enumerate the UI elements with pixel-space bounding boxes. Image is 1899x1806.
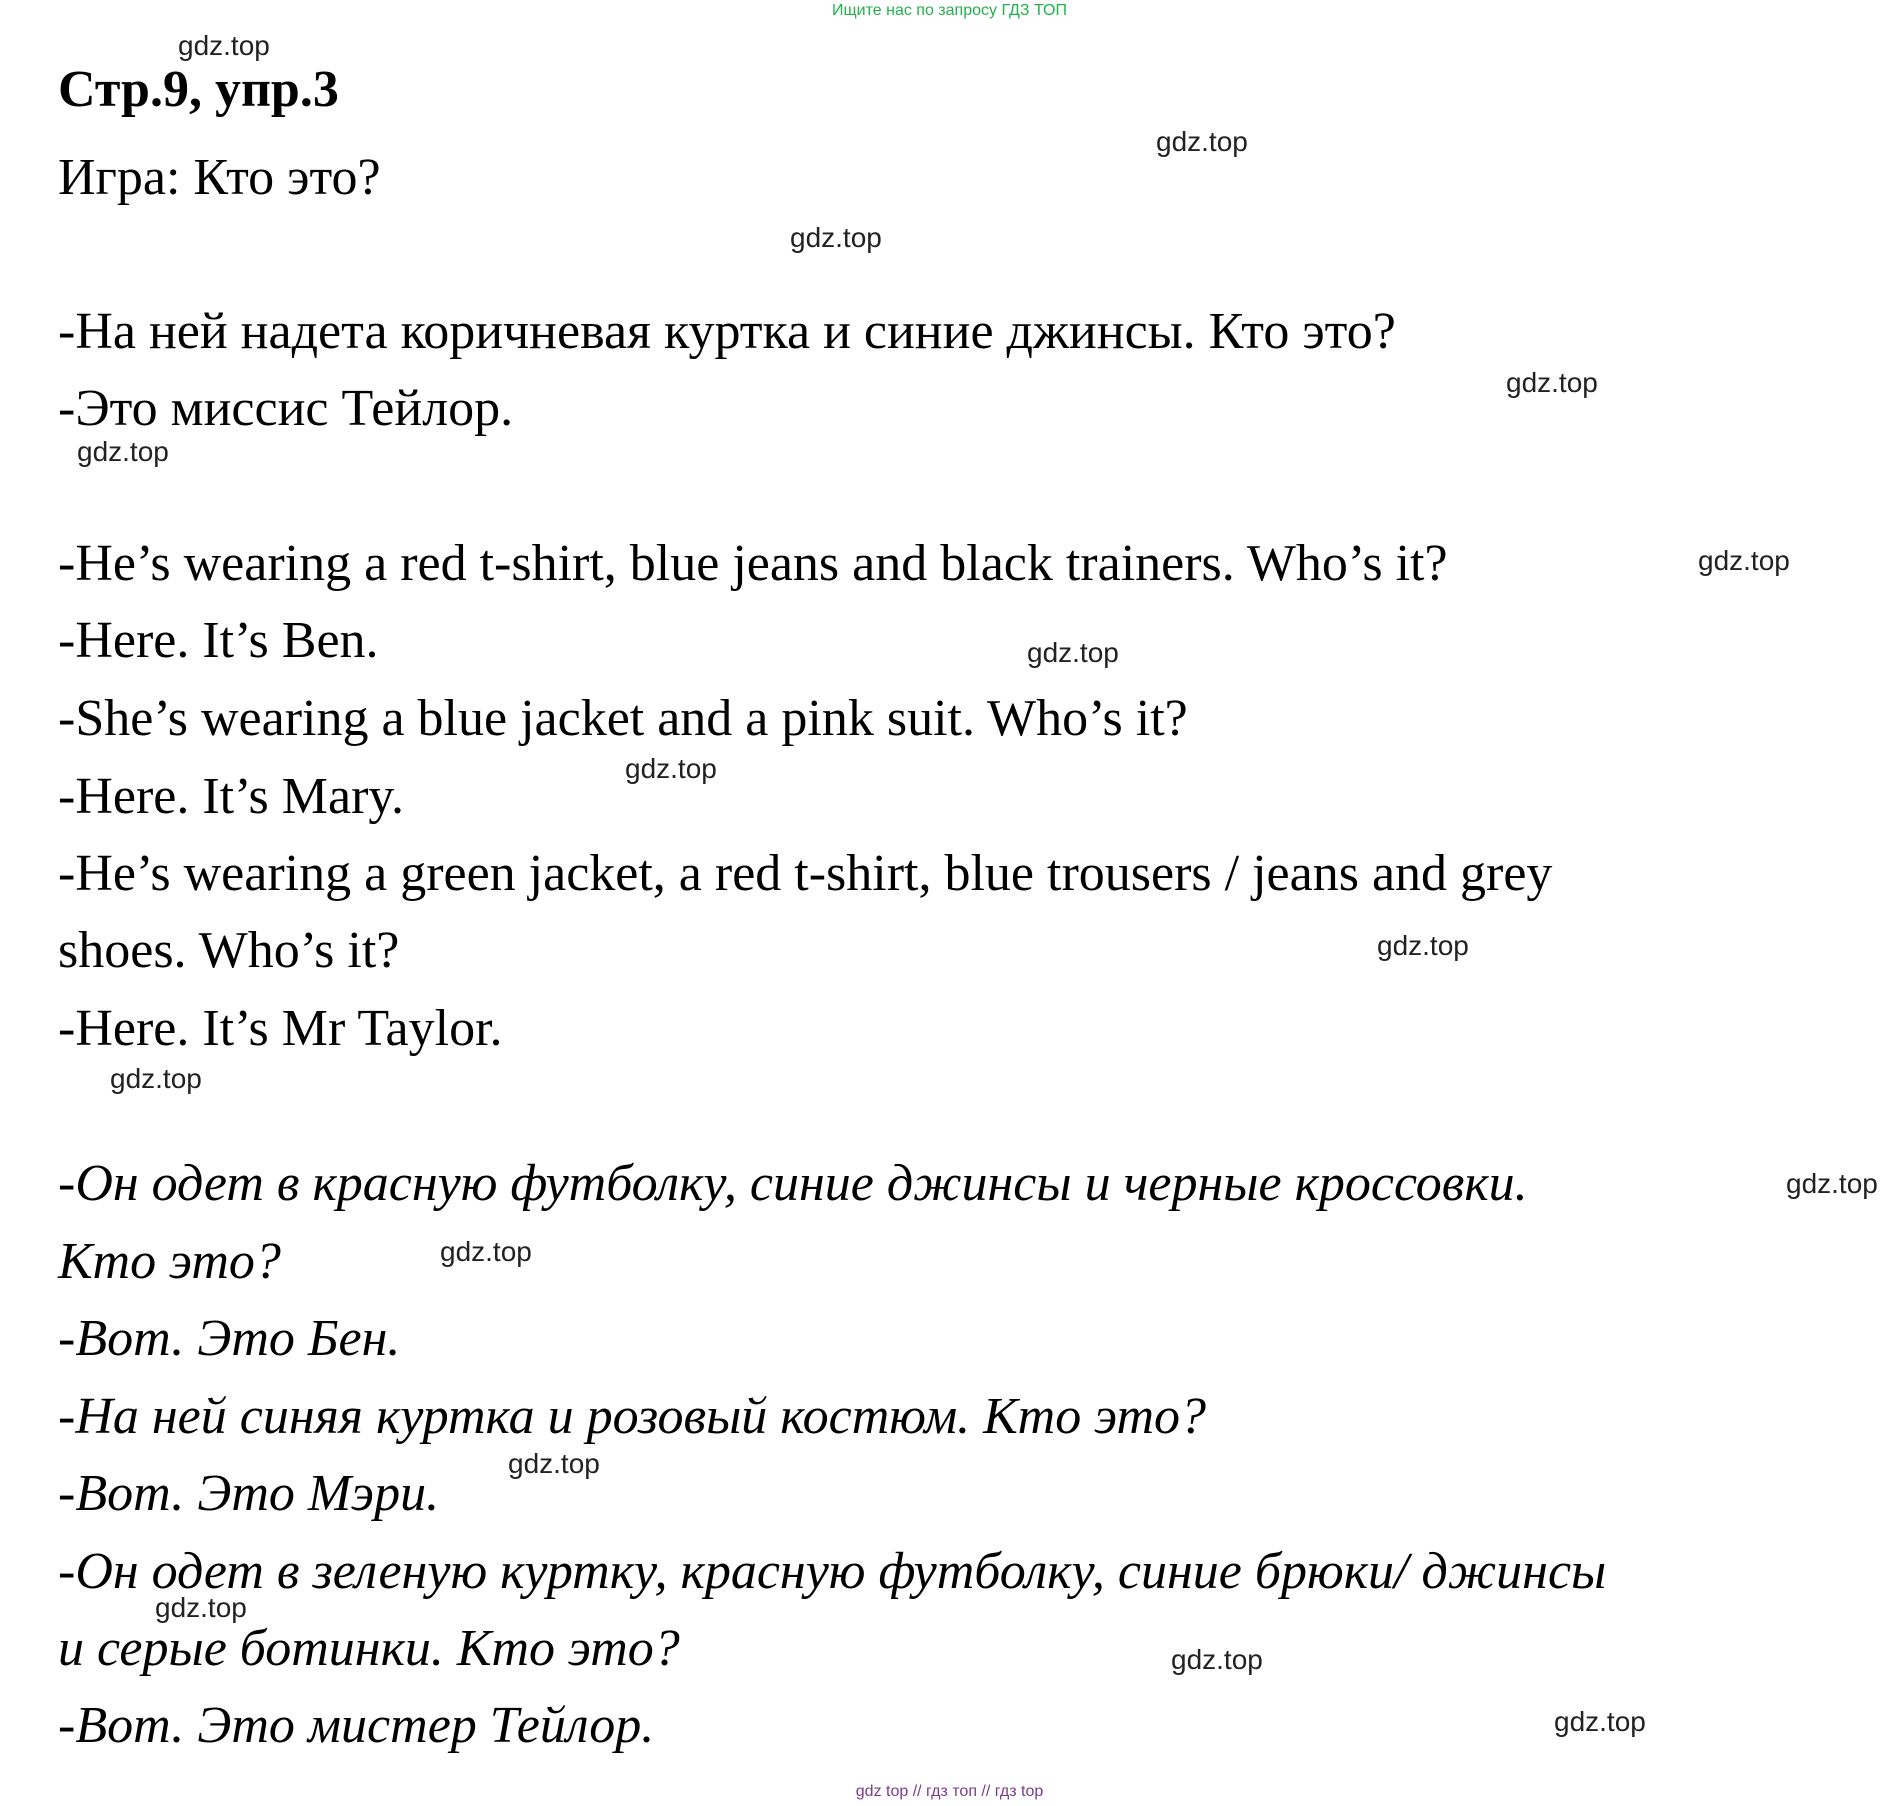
translation-line: -Он одет в зеленую куртку, красную футболку, синие брюки/ джинсы [58, 1543, 1607, 1600]
dialogue-line: -Here. It’s Mary. [58, 768, 405, 825]
watermark: gdz.top [110, 1063, 202, 1094]
watermark: gdz.top [1027, 637, 1119, 668]
translation-line: -Вот. Это мистер Тейлор. [58, 1697, 655, 1754]
watermark: gdz.top [178, 30, 270, 61]
watermark: gdz.top [1171, 1644, 1263, 1675]
dialogue-line: -She’s wearing a blue jacket and a pink suit. Who’s it? [58, 690, 1188, 747]
dialogue-line: -He’s wearing a red t-shirt, blue jeans and black trainers. Who’s it? [58, 535, 1448, 592]
watermark: gdz.top [1377, 930, 1469, 961]
watermark: gdz.top [625, 753, 717, 784]
watermark: gdz.top [508, 1448, 600, 1479]
dialogue-line: -На ней надета коричневая куртка и синие джинсы. Кто это? [58, 303, 1396, 360]
watermark: gdz.top [77, 436, 169, 467]
watermark: gdz.top [790, 222, 882, 253]
watermark: gdz.top [1506, 367, 1598, 398]
translation-line: Кто это? [58, 1233, 281, 1290]
exercise-heading: Стр.9, упр.3 [58, 61, 339, 118]
watermark: gdz.top [1156, 126, 1248, 157]
watermark: gdz.top [1786, 1168, 1878, 1199]
dialogue-line: -Here. It’s Ben. [58, 612, 379, 669]
dialogue-line: -Это миссис Тейлор. [58, 380, 514, 437]
top-banner[interactable]: Ищите нас по запросу ГДЗ ТОП [832, 2, 1067, 19]
dialogue-line: shoes. Who’s it? [58, 922, 400, 979]
game-title: Игра: Кто это? [58, 149, 381, 206]
translation-line: -Вот. Это Мэри. [58, 1465, 440, 1522]
dialogue-line: -Here. It’s Mr Taylor. [58, 1000, 503, 1057]
translation-line: -Он одет в красную футболку, синие джинсы и черные кроссовки. [58, 1155, 1528, 1212]
translation-line: -Вот. Это Бен. [58, 1310, 401, 1367]
translation-line: и серые ботинки. Кто это? [58, 1620, 680, 1677]
dialogue-line: -He’s wearing a green jacket, a red t-shirt, blue trousers / jeans and grey [58, 845, 1553, 902]
footer-links[interactable]: gdz top // гдз топ // гдз top [855, 1783, 1044, 1800]
watermark: gdz.top [1554, 1706, 1646, 1737]
watermark: gdz.top [440, 1236, 532, 1267]
watermark: gdz.top [155, 1592, 247, 1623]
translation-line: -На ней синяя куртка и розовый костюм. Кто это? [58, 1388, 1207, 1445]
watermark: gdz.top [1698, 545, 1790, 576]
